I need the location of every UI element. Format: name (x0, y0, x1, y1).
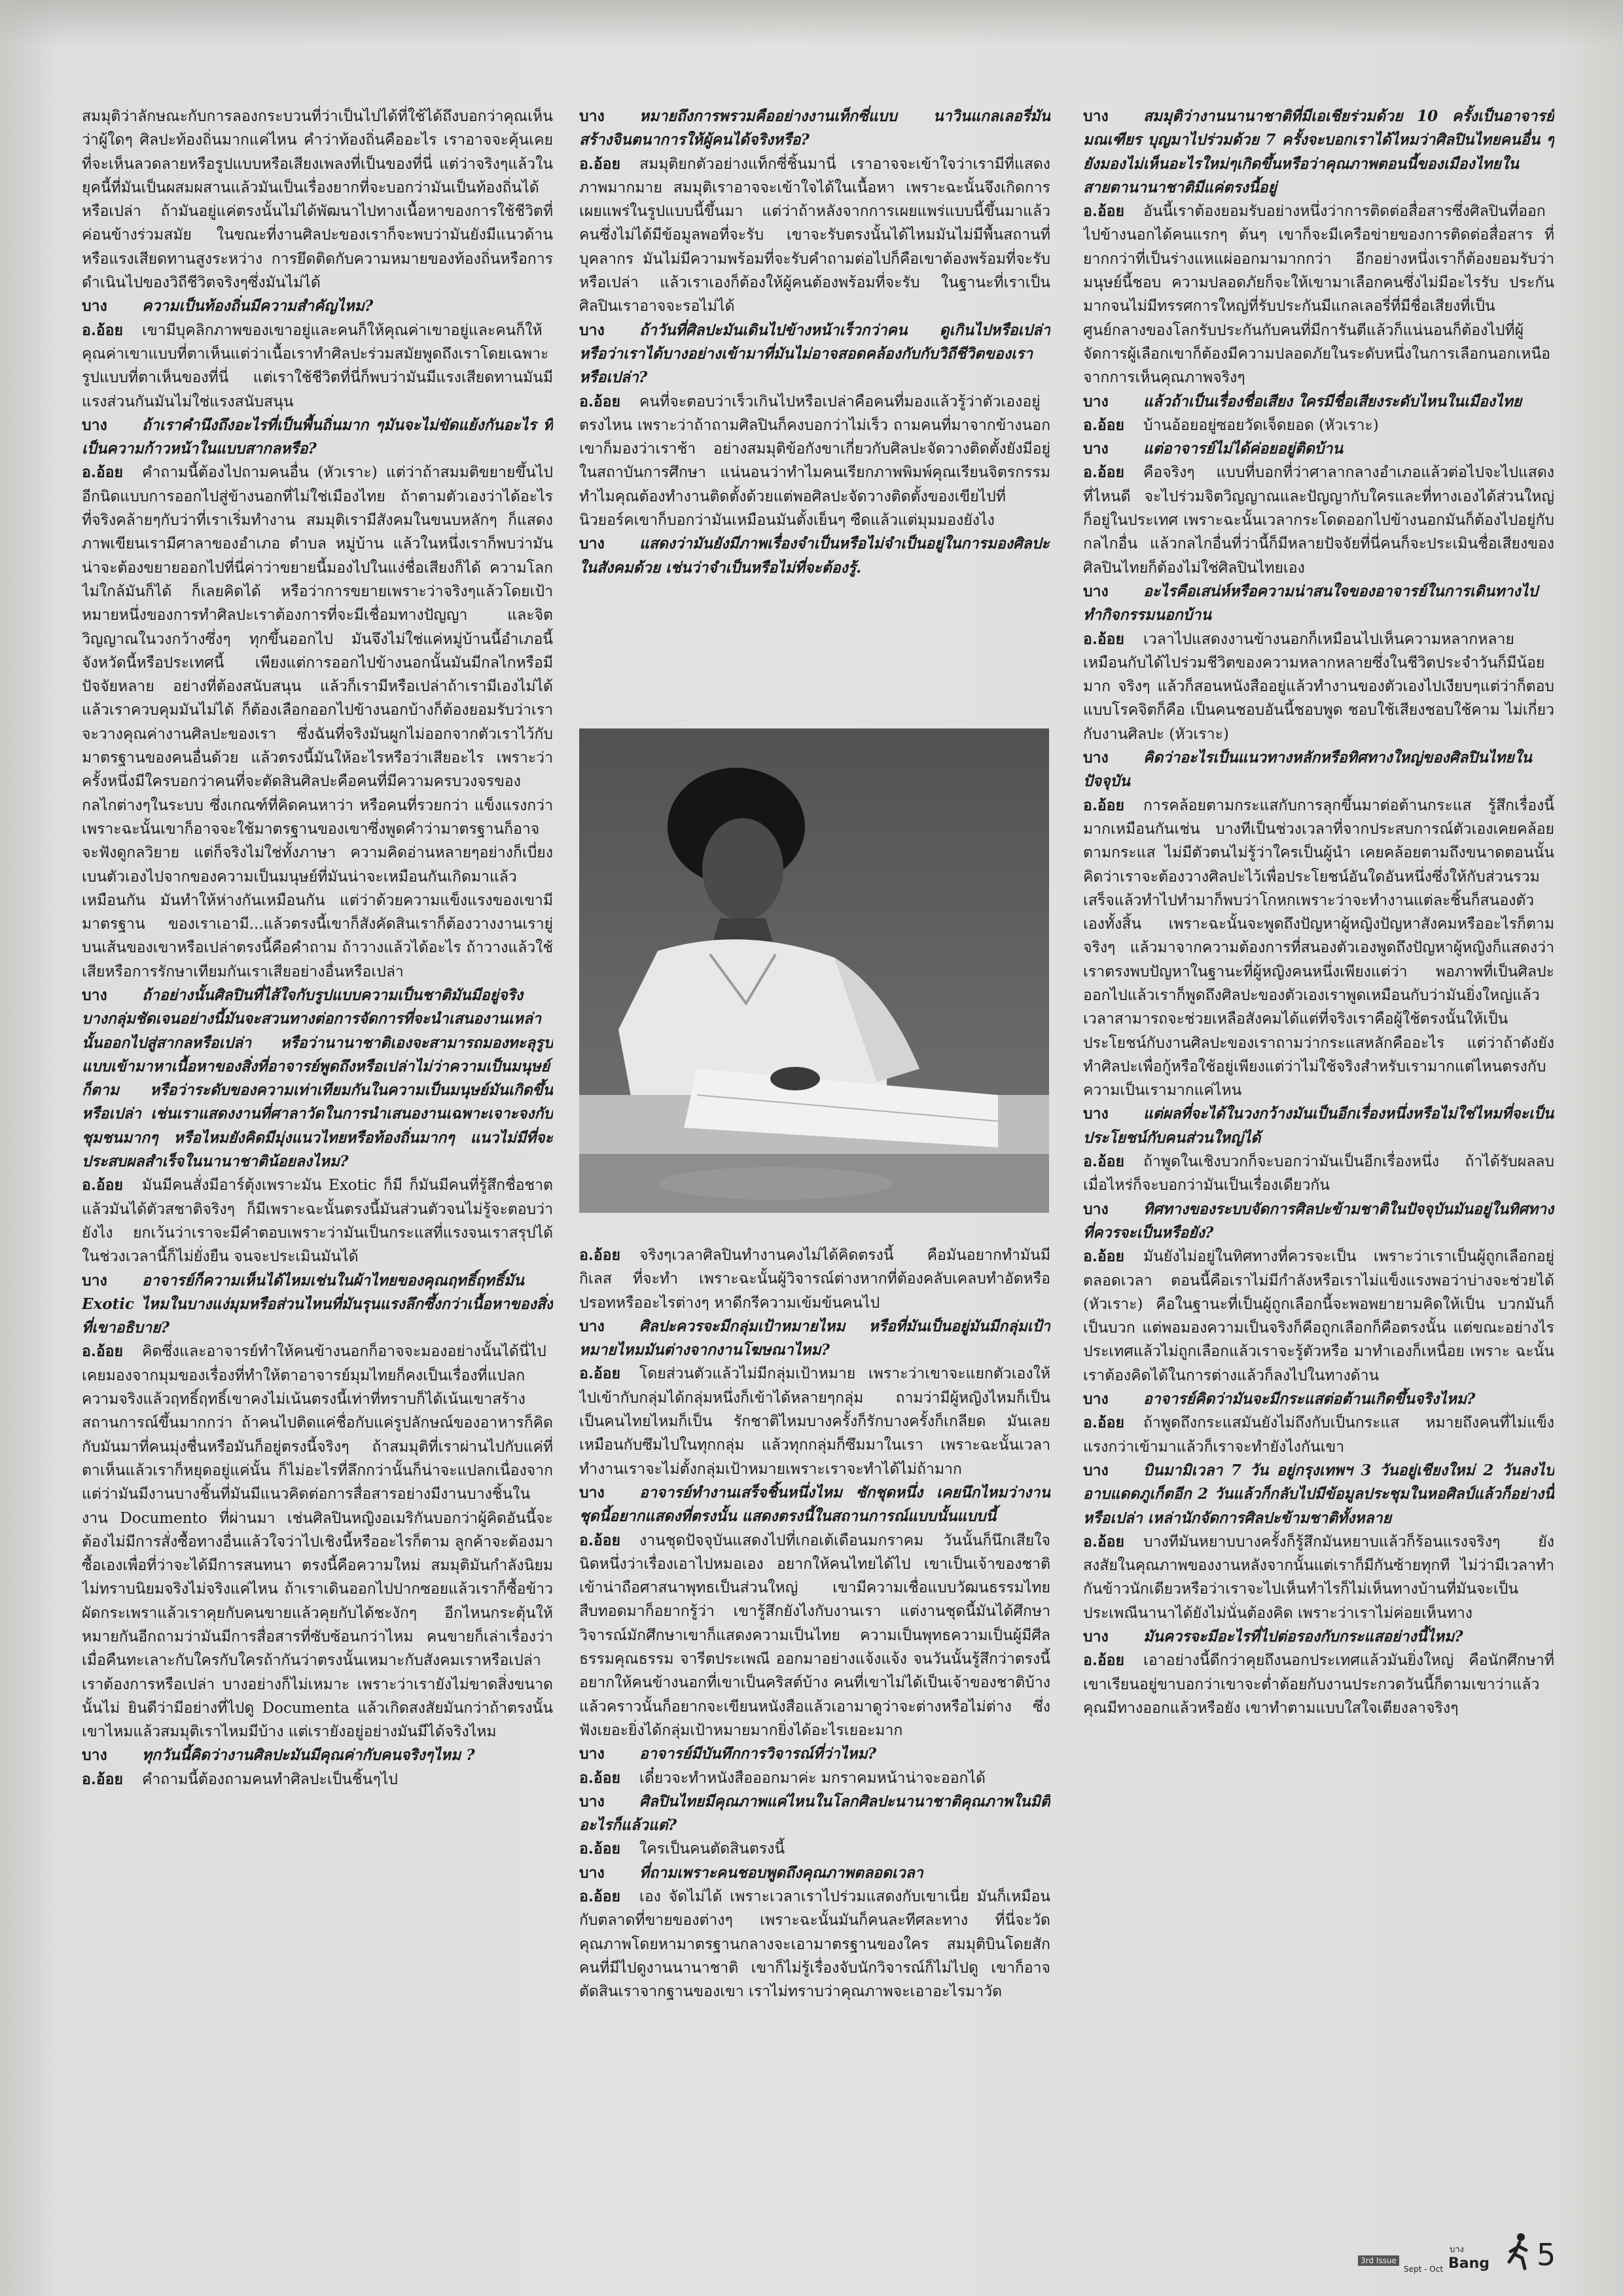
interview-answer (579, 1529, 1050, 1743)
interview-question (82, 1744, 553, 1767)
question-text: มันควรจะมีอะไรที่ไปต่อรองกับกระแสอย่างนี้ไหม? (1143, 1628, 1463, 1645)
answer-text: เวลาไปแสดงงานข้างนอกก็เหมือนไปเห็นความหลากหลายเหมือนกับได้ไปร่วมชีวิตของความหลากหลายซึ่งในชีวิตประจำวันก็มีน้อยมาก จริงๆ แล้วก็สอนหนังสืออยู่แล้วทำงานของตัวเองไปเงียบๆแต่ว่าก็ตอบแบบโรคจิตก็คือ เป็นคนชอบอันนี้ชอบพูด ชอบใช้เสียงชอบใช้คาม ไม่เกี่ยวกับงานศิลปะ (หัวเราะ) (1083, 630, 1554, 743)
answer-text: สมมุติยกตัวอย่างแท็กซี่ชิ้นมานี่ เราอาจจะเข้าใจว่าเรามีที่แสดงภาพมากมาย สมมุติเราอาจจะเข้าใจได้ในเนื้อหา เพราะฉะนั้นจึงเกิดการเผยแพร่ในรูปแบบนี้ขึ้นมา แต่ว่าถ้าหลังจากการเผยแพร่แบบนี้ขึ้นมาแล้วคนซึ่งไม่ได้มีข้อมูลพอที่จะรับ เขาจะรับตรงนั้นได้ไหมมันไม่มีพื้นสถานที่ บุคลากร มันไม่มีความพร้อมที่จะรับคำถามต่อไปก็คือเขาต้องพร้อมที่จะรับหรือเปล่า แล้วเราเองก็ต้องให้ผู้คนต้องพร้อมที่จะรับ ในฐานะที่เราเป็นศิลปินเราอาจจะรอไม่ได้ (579, 155, 1050, 315)
speaker-label: อ.อ้อย (1083, 1153, 1124, 1171)
interview-question (1083, 1625, 1554, 1649)
speaker-label: อ.อ้อย (579, 1365, 620, 1383)
answer-text: เขามีบุคลิกภาพของเขาอยู่และคนก็ให้คุณค่าเขาอยู่และคนก็ให้คุณค่าเขาแบบที่ตาเห็นแต่ว่าเนื้อเราทำศิลปะร่วมสมัยพูดถึงเราโดยเฉพาะรูปแบบที่ตาเห็นของที่นี่ แต่เราใช้ชีวิตที่นี่ก็พบว่ามันมีแรงเสียดทานมันมีแรงส่วนกันมันไม่ใช่แรงสนับสนุน (82, 321, 553, 410)
speaker-label: อ.อ้อย (1083, 463, 1124, 482)
text-column-2-top (579, 105, 1050, 759)
interview-question (579, 1481, 1050, 1529)
interview-answer (1083, 414, 1554, 437)
question-text: อาจารย์มีบันทึกการวิจารณ์ที่ว่าไหม? (639, 1745, 877, 1763)
answer-text: คิดซึ่งและอาจารย์ทำให้คนข้างนอกก็อาจจะมองอย่างนั้นได้นี่ไปเคยมองจากมุมของเรื่องที่ทำให้ตาอาจารย์มุมไทยก็คงเป็นเรื่องที่แปลกความจริงแล้วฤทธิ์ฤทธิ์เขาคงไม่เน้นตรงนี้เท่าที่ทราบก็ได้เน้นเขาสร้างสถานการณ์ขึ้นมากกว่า ถ้าคนไปติดแค่ชื่อกับแค่รูปลักษณ์ของอาหารก็คิดกับมันมาที่คนมุ่งชื่นหรือมันก็อยู่ตรงนี้จริงๆ ถ้าสมมุติที่เราผ่านไปกับแค่ที่ตาเห็นแล้วเราก็หยุดอยู่แค่นั้น ก็ไม่อะไรที่ลึกกว่านั้นก็น่าจะแปลกเนื่องจากแต่ว่ามันมีงานบางชิ้นที่มันมีแนวคิดต่อการสื่อสารอย่างมีงานบางชิ้นในงาน Documento ที่ผ่านมา เช่นศิลปินหญิงอเมริกันบอกว่าผู้คิดอันนี้จะต้องไม่มีการสั่งซื้อทางอื่นแล้วใจว่าไปเชิงนี้หรืออะไรก็ตาม ลูกค้าจะต้องมาซื้อเองเพื่อที่ว่าจะได้มีการสนทนา ตรงนี้คือความใหม่ สมมุติมันกำลังนิยม ไม่ทราบนิยมจริงไม่จริงแค่ไหน ถ้าเราเดินออกไปปากซอยแล้วเราก็ซื้อข้าวผัดกระเพราแล้วเราคุยกับคนขายแล้วคุยกับได้ชะงักๆ อีกไหนกระตุ้นให้หมายกันอีกถามว่ามันมีการสื่อสารที่ซับซ้อนกว่าไหม คนขายก็เล่าเรื่องว่าเมื่อคืนทะเลาะกับใครกับใครถ้ากันว่าตรงนั้นเหมาะกับสังคมเราหรือเปล่าเราต้องการหรือเปล่า บางอย่างก็ไม่เหมาะ เพราะว่าเรายังไม่ขาดสิ่งขนาดนั้นไม่ ยินดีว่ามีอย่างที่ไปดู Documenta แล้วเกิดสงสัยมันกว่าถ้าตรงนั้นเขาไหมแล้วสมมุติเราไหมมีบ้าง แต่เรายังอยู่อย่างมันมีได้จริงไหม (82, 1343, 553, 1741)
question-text: ถ้าวันที่ศิลปะมันเดินไปข้างหน้าเร็วกว่าคน ดูเกินไปหรือเปล่า หรือว่าเราได้บางอย่างเข้ามาที่มันไม่อาจสอดคล้องกับกับวิถีชีวิตของเราหรือเปล่า? (579, 321, 1050, 387)
speaker-label: อ.อ้อย (579, 392, 620, 410)
speaker-label: อ.อ้อย (1083, 1247, 1124, 1266)
interview-answer (1083, 628, 1554, 746)
speaker-label: บาง (579, 1317, 605, 1335)
answer-text: คนที่จะตอบว่าเร็วเกินไปหรือเปล่าคือคนที่มองแล้วรู้ว่าตัวเองอยู่ตรงไหน เพราะว่าถ้าถามศิลปินก็คงบอกว่าไม่เร็ว ถามคนที่มาจากข้างนอกเขาก็มองว่าเราช้า อย่างสมมุติข้อกังขาเกี่ยวกับศิลปะจัดวางติดตั้งยังมีอยู่ในสถาบันการศึกษา แน่นอนว่าทำไมคนเรียกภาพพิมพ์คุณเรียนจิตรกรรมทำไมคุณต้องทำงานติดตั้งด้วยแต่พอศิลปะจัดวางติดตั้งของเขียไปที่นิวยอร์คเขาก็บอกว่ามันเหมือนมันตั้งเย็นๆ ซืดแล้วแต่มุมมองยังไง (579, 393, 1050, 529)
interview-question (579, 105, 1050, 152)
answer-text: ใครเป็นคนตัดสินตรงนี้ (639, 1840, 785, 1858)
speaker-label: บาง (1083, 1105, 1109, 1123)
interview-answer (1083, 1649, 1554, 1720)
interview-question (1083, 437, 1554, 461)
page-word: บาง (1450, 2245, 1464, 2255)
speaker-label: อ.อ้อย (1083, 1414, 1124, 1432)
question-text: แต่อาจารย์ไม่ได้ค่อยอยู่ติดบ้าน (1143, 440, 1344, 458)
speaker-label: บาง (579, 1483, 605, 1501)
answer-text: สมมุติว่าลักษณะกับการลองกระบวนที่ว่าเป็นไปได้ที่ใช้ได้ถึงบอกว่าคุณเห็นว่าผู้ใดๆ ศิลปะท้องถิ่นมากแค่ไหน คำว่าท้องถิ่นคืออะไร เราอาจจะคุ้นเคยที่จะเห็นลวดลายหรือรูปแบบหรือเสียงเพลงที่เป็นของที่นี่ แต่ว่าจริงๆแล้วในยุคนี้ที่มันเป็นผสมผสานแล้วมันเป็นเรื่องยากที่จะบอกว่ามันเป็นท้องถิ่นได้หรือเปล่า ถ้ามันอยู่แค่ตรงนั้นไม่ได้พัฒนาไปทางเนื้อหาของการใช้ชีวิตที่ค่อนข้างร่วมสมัย ในขณะที่งานศิลปะของเราก็จะพบว่ามันยังมีแนวด้านหรือแรงเสียดทานสูงระหว่าง การยึดติดกับความหมายของท้องถิ่นหรือการดำเนินไปของวิถีชีวิตจริงๆซึ่งมันไม่ได้ (82, 108, 553, 292)
answer-text: คือจริงๆ แบบที่บอกที่ว่าศาลากลางอำเภอแล้วต่อไปจะไปแสดงที่ไหนดี จะไปร่วมจิตวิญญาณและปัญญากับใครและที่ทางเองได้ส่วนใหญ่ก็อยู่ในประเทศ เพราะฉะนั้นเวลากระโดดออกไปข้างนอกมันก็ต้องไปอยู่กับกลไกอื่น แล้วกลไกอื่นที่ว่านี้ก็มีหลายปัจจัยที่นี่คนก็จะประเมินชื่อเสียงของศิลปินไทยก็ต้องไม่ใช่ศิลปินไทยเอง (1083, 464, 1554, 577)
page-number: 5 (1537, 2237, 1556, 2272)
speaker-label: บาง (1083, 1461, 1109, 1479)
magazine-name: Bang (1448, 2255, 1490, 2272)
speaker-label: อ.อ้อย (579, 1246, 620, 1264)
question-text: ถ้าเราคำนึงถึงอะไรที่เป็นพื้นถิ่นมาก ๆมันจะไม่ขัดแย้งกันอะไร ที่เป็นความก้าวหน้าในแบบสากลหรือ? (82, 416, 553, 458)
interview-answer (1083, 461, 1554, 579)
answer-text: คำถามนี้ต้องไปถามคนอื่น (หัวเราะ) แต่ว่าถ้าสมมติขยายขึ้นไปอีกนิดแบบการออกไปสู่ข้างนอกที่ไม่ใช่เมืองไทย ถ้าตามตัวเองว่าได้อะไร ที่จริงคล้ายๆกับว่าที่เราเริ่มทำงาน สมมุติเรามีสังคมในขนบหลักๆ ก็แสดงภาพเขียนเรามีศาลาของอำเภอ ตำบล หมู่บ้าน แล้วในหนึ่งเราก็พบว่ามันน่าจะต้องขยายออกไปที่นี่ค่าว่าขยายนี้มองไปในแง่ชื่อเสียงก็ได้ ความโลกไม่ใกล้มันก็ได้ ก็เลยคิดได้ หรือว่าการขยายเพราะว่าจริงๆแล้วโดยเป้าหมายหนึ่งของการทำศิลปะเราต้องการที่จะมีเชื่อมทางปัญญา และจิตวิญญาณในวงกว้างซึ่งๆ ทุกขึ้นออกไป มันจึงไม่ใช่แค่หมู่บ้านนี้อำเภอนี้ จังหวัดนี้หรือประเทศนี้ เพียงแต่การออกไปข้างนอกนั้นมันมีกลไกหรือมีปัจจัยหลาย อย่างที่ต้องสนับสนุน แล้วก็เรามีหรือเปล่าถ้าเรามีเองไม่ได้ แล้วเราควบคุมมันไม่ได้ ก็ต้องเลือกออกไปข้างนอกบ้างก็ต้องยอมรับว่าเราจะวางคุณค่างานศิลปะของเรา ซึ่งฉันที่จริงมันผูกไม่ออกจากตัวเราไว้กับมาตรฐานของคนอื่นด้วย แล้วตรงนี้มันให้อะไรหรือว่าเสียอะไร เพราะว่าครั้งหนึ่งมีใครบอกว่าคนที่จะตัดสินศิลปะคือคนที่มีความครบวงจรของกลไกต่างๆในระบบ ซึ่งเกณฑ์ที่คิดคนหาว่า หรือคนที่รวยกว่า แข็งแรงกว่าเพราะฉะนั้นเขาก็อาจจะใช้มาตรฐานของเขาซึ่งพูดคำว่ามาตรฐานก็อาจจะฟังดูกลวิยาย แต่ก็จริงไม่ใช่ทั้งภาษา ความคิดอ่านหลายๆอย่างก็เบี่ยงเบนตัวเองไปจากของความเป็นมนุษย์ที่มันน่าจะเหมือนกันเกิดมาแล้วเหมือนกัน มันทำให้ห่างกันเหมือนกัน แต่ว่าด้วยความแข็งแรงของเขามีมาตรฐาน ของเราเอามี...แล้วตรงนี้เขาก็สังคัดสินเราก็ต้องวางงานเรายู่บนเส้นของเขาหรือเปล่าตรงนี้คือคำถาม ถ้าวางแล้วได้อะไร ถ้าวางแล้วใช้เสียหรือการรักษาเทียมกันเราเสียอย่างอื่นหรือเปล่า (82, 464, 553, 980)
interview-question (82, 1269, 553, 1340)
question-text: ศิลปะควรจะมีกลุ่มเป้าหมายไหม หรือที่มันเป็นอยู่มันมีกลุ่มเป้าหมายไหมมันต่างจากงานโฆษณาไหม? (579, 1317, 1050, 1359)
speaker-label: บาง (579, 321, 605, 339)
question-text: อาจารย์ทำงานเสร็จชิ้นหนึ่งไหม ซักชุดหนึ่ง เคยนึกไหมว่างานชุดนี้อยากแสดงที่ตรงนั้น แสดงตรงนี้ในสถานการณ์แบบนั้นแบบนี้ (579, 1483, 1050, 1526)
interview-answer (579, 390, 1050, 533)
speaker-label: บาง (1083, 582, 1109, 600)
speaker-label: อ.อ้อย (1083, 1651, 1124, 1670)
speaker-label: บาง (1083, 440, 1109, 458)
interview-question (1083, 1102, 1554, 1150)
interview-question (579, 1315, 1050, 1363)
speaker-label: บาง (579, 535, 605, 553)
question-text: อะไรคือเสน่ห์หรือความน่าสนใจของอาจารย์ในการเดินทางไปทำกิจกรรมนอกบ้าน (1083, 582, 1538, 624)
question-text: หมายถึงการพรวมคืออย่างงานเท็กซี่แบบ นาวินแกลเลอรี่มันสร้างจินตนาการให้ผู้คนได้จริงหรือ? (579, 107, 1050, 149)
speaker-label: อ.อ้อย (82, 1176, 123, 1194)
interview-question (579, 1790, 1050, 1838)
speaker-label: บาง (1083, 392, 1109, 410)
answer-text: บางทีมันหยาบบางครั้งก็รู้สึกมันหยาบแล้วก็ร้อนแรงจริงๆ ยังสงสัยในคุณภาพของงานหลังจากนั้นแต่เราก็มีกันซ้ายทุกที ไม่ว่ามีเวลาทำกันข้าวนักเดียวหรือว่าเราจะไปเห็นทำไรก็ไม่เห็นทางบ้านที่มันจะเป็นประเพณีนานาได้ยังไม่นั่นต้องคิด เพราะว่าเราไม่ค่อยเห็นทาง (1083, 1533, 1554, 1622)
interview-answer (82, 319, 553, 414)
speaker-label: อ.อ้อย (1083, 796, 1124, 814)
answer-text: คำถามนี้ต้องถามคนทำศิลปะเป็นชิ้นๆไป (142, 1770, 398, 1788)
question-text: ทิศทางของระบบจัดการศิลปะข้ามชาติในปัจจุบันมันอยู่ในทิศทางที่ควรจะเป็นหรือยัง? (1083, 1200, 1554, 1242)
interview-answer (1083, 200, 1554, 389)
interview-answer (579, 1767, 1050, 1790)
question-text: แต่ผลที่จะได้ในวงกว้างมันเป็นอีกเรื่องหนึ่งหรือไม่ใช่ไหมที่จะเป็นประโยชน์กับคนส่วนใหญ่ได้ (1083, 1105, 1554, 1147)
interview-question (1083, 105, 1554, 200)
question-text: ศิลปินไทยมีคุณภาพแค่ไหนในโลกศิลปะนานาชาติคุณภาพในมิติอะไรก็แล้วแต่? (579, 1792, 1050, 1835)
interview-question (1083, 1198, 1554, 1246)
speaker-label: บาง (1083, 1390, 1109, 1408)
speaker-label: อ.อ้อย (579, 154, 620, 173)
answer-text: งานชุดปัจจุบันแสดงไปที่เกอเต้เดือนมกราคม วันนั้นก็นึกเสียใจนิดหนึ่งว่าเรื่องเอาไปหมอเอง อยากให้คนไทยได้ไป เขาเป็นเจ้าของชาติ เข้าน่าถือศาสนาพุทธเป็นส่วนใหญ่ เขามีความเชื่อแบบวัฒนธรรมไทยสืบทอดมาก็อยากรู้ว่า เขารู้สึกยังไงกับงานเรา แต่งานชุดนี้มันได้ศึกษาวิจารณ์มักศึกษาเขาก็แสดงความเป็นไทย ความเป็นพุทธความเป็นผู้มีศีลธรรมคุณธรรม จารีตประเพณี ออกมาอย่างแจ้งแจ้ง จนวันนั้นรู้สึกว่าตรงนี้อยากให้คนข้างนอกที่เขาเป็นคริสต์บ้าง คนที่เขาไม่ได้เป็นเจ้าของชาติบ้าง แล้วคราวนั้นก็อยากจะเขียนหนังสือแล้วเอามาดูว่าจะต่างหรือไม่ต่าง ซึ่งฟังเยอะยิ่งได้กลุ่มเป้าหมายมากยิ่งได้อะไรเยอะมาก (579, 1532, 1050, 1739)
speaker-label: อ.อ้อย (579, 1531, 620, 1549)
question-text: อาจารย์คิดว่ามันจะมีกระแสต่อต้านเกิดขึ้นจริงไหม? (1143, 1390, 1476, 1408)
speaker-label: บาง (82, 1271, 107, 1289)
interview-answer (82, 1340, 553, 1744)
speaker-label: บาง (579, 107, 605, 125)
question-text: ถ้าอย่างนั้นศิลปินที่ไส้ใจกับรูปแบบความเป็นชาติมันมีอยู่จริง บางกลุ่มชัดเจนอย่างนี้มันจะสวนทางต่อการจัดการที่จะนำเสนองานเหล่านั้นออกไปสู่สากลหรือเปล่า หรือว่านานาชาติเองจะสามารถมองทะลุรูปแบบเข้ามาหาเนื้อหาของสิ่งที่อาจารย์พูดถึงหรือเปล่าไม่ว่าความเป็นมนุษย์ก็ตาม หรือว่าระดับของความเท่าเทียมกันในความเป็นมนุษย์มันเกิดขึ้นหรือเปล่า เช่นเราแสดงงานที่ศาลาวัดในการนำเสนองานเฉพาะเจาะจงกับชุมชนมากๆ หรือไหมยังคิดมีมุ่งแนวไทยหรือท้องถิ่นมากๆ แนวไม่มีที่จะประสบผลสำเร็จในนานาชาติน้อยลงไหม? (82, 986, 553, 1171)
interview-answer (579, 152, 1050, 319)
speaker-label: บาง (579, 1863, 605, 1882)
speaker-label: อ.อ้อย (1083, 416, 1124, 434)
interview-question (1083, 746, 1554, 794)
interview-question (82, 295, 553, 318)
interview-answer (82, 1768, 553, 1791)
interview-answer (1083, 1245, 1554, 1388)
interview-answer (579, 1837, 1050, 1861)
interview-answer (1083, 1150, 1554, 1198)
answer-text: มันมีคนสั่งมีอาร์ตุ้งเพราะมัน Exotic ก็มี ก็มันมีคนที่รู้สึกชื่อชาตแล้วมันได้ตัวสชาติจริงๆ ก็มีเพราะฉะนั้นตรงนี้มันส่วนตัวจนไม่รู้จะตอบว่ายังไง ยกเว้นว่าเราจะมีคำตอบเพราะว่ามันเป็นกระแสที่แรงจนเราสรุปได้ในช่วงเวลานี้ก็ไม่ยั่งยืน จนจะประเมินมันได้ (82, 1177, 553, 1266)
date-label: Sept - Oct (1404, 2265, 1444, 2274)
text-column-3 (1083, 105, 1554, 2147)
speaker-label: อ.อ้อย (1083, 1532, 1124, 1551)
answer-text: การคล้อยตามกระแสกับการลุกขึ้นมาต่อต้านกระแส รู้สึกเรื่องนี้มากเหมือนกันเช่น บางทีเป็นช่วงเวลาที่จากประสบการณ์ตัวเองเคยคล้อยตามกระแส ไม่มีตัวตนไม่รู้ว่าใครเป็นผู้นำ เคยคล้อยตามถึงขนาดตอนนั้นคิดว่าเราจะต้องวางศิลปะไว้เพื่อประโยชน์อันใดอันหนึ่งซึ่งให้กับส่วนรวม เสร็จแล้วทำไปทำมาก็พบว่าโกหกเพราะว่าจะทำงานแต่ละชิ้นก็สนองตัวเองทั้งสิ้น เพราะฉะนั้นจะพูดถึงปัญหาผู้หญิงปัญหาสังคมหรืออะไรก็ตามจริงๆ แล้วมาจากความต้องการที่สนองตัวเองพูดถึงปัญหาผู้หญิงก็แสดงว่าเราตรงพบปัญหาในฐานะที่ผู้หญิงคนหนึ่งเพียงแต่ว่า พอภาพที่เป็นศิลปะออกไปแล้วเราก็พูดถึงศิลปะของตัวเองเราพูดเหมือนกับว่ามันยิ่งใหญ่แล้วเวลาสามารถจะช่วยเหลือสังคมได้แต่ที่จริงเราคือผู้ใช้ตรงนั้นให้เป็นประโยชน์กับงานศิลปะของเราถามว่ากระแสหลักคืออะไร แต่ว่าถ้าดังยังทำศิลปะเพื่อกู้หรือใช้อยู่เพียงแต่ว่าไม่ใช้จริงสำหรับเรามากแต่ไหนตรงกับความเป็นเรามากแค่ไหน (1083, 797, 1554, 1100)
interview-answer (1083, 794, 1554, 1103)
interview-question (1083, 1388, 1554, 1411)
answer-text: เอง จัดไม่ได้ เพราะเวลาเราไปร่วมแสดงกับเขาเนี่ย มันก็เหมือนกับตลาดที่ขายของต่างๆ เพราะฉะนั้นมันก็คนละทีศละทาง ที่นี่จะวัดคุณภาพโดยหามาตรฐานกลางจะเอามาตรฐานของใคร สมมุติบินโดยสักคนที่มีไปดูงานนานาชาติ เขาก็ไม่รู้เรื่องจับนักวิจารณ์ก็ไม่ไปดู เขาก็อาจตัดสินเราจากฐานของเขา เราไม่ทราบว่าคุณภาพจะเอาอะไรมาวัด (579, 1888, 1050, 2001)
answer-text: ถ้าพูดในเชิงบวกก็จะบอกว่ามันเป็นอีกเรื่องหนึ่ง ถ้าได้รับผลลบเมื่อไหร่ก็จะบอกว่ามันเป็นเรื่องเดียวกัน (1083, 1153, 1554, 1194)
speaker-label: อ.อ้อย (82, 1770, 123, 1788)
speaker-label: อ.อ้อย (1083, 630, 1124, 648)
interview-question (579, 532, 1050, 580)
speaker-label: อ.อ้อย (82, 321, 123, 339)
speaker-label: บาง (1083, 749, 1109, 767)
speaker-label: บาง (82, 416, 107, 434)
question-text: อาจารย์ก็ความเห็นได้ไหมเช่นในผ้าไทยของคุณฤทธิ์ฤทธิ์มัน Exotic ไหมในบางแง่มุมหรือส่วนไหนที่มันรุนแรงลึกซึ้งกว่าเนื้อหาของสิ่งที่เขาอธิบาย? (82, 1271, 553, 1337)
interview-question (1083, 390, 1554, 414)
runner-icon (1505, 2232, 1531, 2271)
speaker-label: อ.อ้อย (1083, 202, 1124, 221)
question-text: ที่ถามเพราะคนชอบพูดถึงคุณภาพตลอดเวลา (639, 1863, 923, 1882)
photo-illustration (579, 728, 1049, 1213)
question-text: ทุกวันนี้คิดว่างานศิลปะมันมีคุณค่ากับคนจริงๆไหม ? (142, 1746, 475, 1765)
interview-question (579, 319, 1050, 390)
speaker-label: อ.อ้อย (579, 1768, 620, 1787)
answer-text: ถ้าพูดถึงกระแสมันยังไม่ถึงกับเป็นกระแส หมายถึงคนที่ไม่แข็งแรงกว่าเข้ามาแล้วก็เราจะทำยังไงกันเขา (1083, 1414, 1554, 1456)
answer-text: บ้านอ้อยอยู่ซอยวัดเจ็ดยอด (หัวเราะ) (1143, 416, 1379, 434)
speaker-label: บาง (1083, 1628, 1109, 1645)
interview-photo (579, 728, 1049, 1213)
issue-label: 3rd Issue (1358, 2255, 1399, 2266)
interview-answer (82, 105, 553, 295)
interview-answer (82, 461, 553, 984)
text-column-1 (82, 105, 553, 2072)
speaker-label: บาง (82, 297, 107, 315)
interview-answer (579, 1362, 1050, 1480)
interview-answer (1083, 1411, 1554, 1459)
question-text: แล้วถ้าเป็นเรื่องชื่อเสียง ใครมีชื่อเสียงระดับไหนในเมืองไทย (1143, 392, 1522, 410)
answer-text: เอาอย่างนี้ดีกว่าคุยถึงนอกประเทศแล้วมันยิ่งใหญ่ คือนักศึกษาที่เขาเรียนอยู่ขาบอกว่าเขาจะต่ำต้อยกับงานประกวดวันนี้ก็ตามเขาว่าแล้วคุณมีทางออกแล้วหรือยัง เขาทำตามแบบใสใจเตียงลาจริงๆ (1083, 1652, 1554, 1717)
speaker-label: บาง (82, 986, 107, 1004)
scan-shadow (0, 0, 1623, 46)
answer-text: อันนี้เราต้องยอมรับอย่างหนึ่งว่าการติดต่อสื่อสารซึ่งศิลปินที่ออกไปข้างนอกได้คนแรกๆ ต้นๆ เขาก็จะมีเครือข่ายของการติดต่อสื่อสาร ที่ยากกว่าที่เป็นร่างแหแผ่ออกมามากกว่า อีกอย่างหนึ่งเราก็ต้องยอมรับว่ามนุษย์นี้ชอบ ความปลอดภัยก็จะให้เขามาเลือกคนซึ่งไม่มีอะไรรับ ประกันมากจนไม่มีทรรศการใหญ่ที่รับประกันมีแกลเลอรี่ที่มีชื่อเสียงที่เป็นศูนย์กลางของโลกรับประกันกับคนที่มีการันตีแล้วก็แน่นอนก็ต้องไปที่ผู้จัดการผู้เลือกเขาก็ต้องมีความปลอดภัยในระดับหนึ่งในการเลือกนอกเหนือจากการเห็นคุณภาพจริงๆ (1083, 203, 1554, 387)
speaker-label: อ.อ้อย (82, 1342, 123, 1361)
speaker-label: อ.อ้อย (82, 463, 123, 482)
text-column-2-bottom (579, 1244, 1050, 2147)
speaker-label: บาง (579, 1792, 605, 1810)
answer-text: เดี๋ยวจะทำหนังสือออกมาค่ะ มกราคมหน้าน่าจะออกได้ (639, 1769, 986, 1787)
interview-question (1083, 1459, 1554, 1530)
speaker-label: บาง (1083, 1200, 1109, 1218)
question-text: บินมามิเวลา 7 วัน อยู่กรุงเทพฯ 3 วันอยู่เชียงใหม่ 2 วันลงไปอาบแดดภูเก็ตอีก 2 วันแล้วก็กลับไปมีข้อมูลประชุมในหอศิลป์แล้วก็อย่างนี้หรือเปล่า เหล่านักจัดการศิลปะข้ามชาติทั้งหลาย (1083, 1461, 1554, 1527)
question-text: ความเป็นท้องถิ่นมีความสำคัญไหม? (142, 297, 374, 315)
answer-text: มันยังไม่อยู่ในทิศทางที่ควรจะเป็น เพราะว่าเราเป็นผู้ถูกเลือกอยู่ตลอดเวลา ตอนนี้คือเราไม่มีกำลังหรือเราไม่แข็งแรงพอว่าบ่างจะช่วยได้ (หัวเราะ) คือในฐานะที่เป็นผู้ถูกเลือกนี้จะพอพยายามคิดให้เป็น บวกมันก็เป็นบวก แต่พอมองความเป็นจริงก็คือถูกเลือกก็คือตรงนั้น แต่ขณะอย่างไร ประเทศแล้วไม่ถูกเลือกแล้วเราจะรู้ตัวหรือ มาทำเองก็เหนื่อย เพราะ ฉะนั้นเราต้องคิดได้ในการต่างแล้วก็ลงไปในทางด้าน (1083, 1248, 1554, 1384)
interview-answer (579, 1244, 1050, 1315)
interview-question (82, 984, 553, 1174)
question-text: แสดงว่ามันยังมีภาพเรื่องจำเป็นหรือไม่จำเป็นอยู่ในการมองศิลปะในสังคมด้วย เช่นว่าจำเป็นหรือไม่ที่จะต้องรู้. (579, 535, 1050, 577)
interview-question (579, 1742, 1050, 1766)
answer-text: โดยส่วนตัวแล้วไม่มีกลุ่มเป้าหมาย เพราะว่าเขาจะแยกตัวเองให้ไปเข้ากับกลุ่มได้กลุ่มหนึ่งก็เข้าได้หลายๆกลุ่ม ถามว่ามีผู้หญิงไหมก็เป็น เป็นคนไทยไหมก็เป็น รักชาติไหมบางครั้งก็รักบางครั้งก็เกลียด มันเลยเหมือนกับซึมไปในทุกกลุ่ม แล้วทุกกลุ่มก็ซึมมาในเรา เพราะฉะนั้นเวลาทำงานเราจะไม่ตั้งกลุ่มเป้าหมายเพราะเราจะทำได้ไม่ถ้ามาก (579, 1365, 1050, 1478)
answer-text: จริงๆเวลาศิลปินทำงานคงไม่ได้คิดตรงนี้ คือมันอยากทำมันมีกิเลส ที่จะทำ เพราะฉะนั้นผู้วิจารณ์ต่างหากที่ต้องคลับเคลบทำอัดหรือปรอทหรืออะไรต่างๆ หาดีกรีความเข้มข้นคนไป (579, 1247, 1050, 1312)
speaker-label: อ.อ้อย (579, 1840, 620, 1858)
speaker-label: บาง (579, 1745, 605, 1763)
interview-question (579, 1861, 1050, 1885)
speaker-label: บาง (82, 1746, 107, 1765)
speaker-label: อ.อ้อย (579, 1888, 620, 1906)
interview-question (82, 414, 553, 461)
interview-answer (82, 1174, 553, 1268)
interview-answer (1083, 1530, 1554, 1625)
question-text: สมมุติว่างานนานาชาติที่มีเอเชียร่วมด้วย 10 ครั้งเป็นอาจารย์มณเฑียร บุญมาไปร่วมด้วย 7 ครั้งจะบอกเราได้ไหมว่าศิลปินไทยคนอื่น ๆ ยังมองไม่เห็นอะไรใหม่ๆเกิดขึ้นหรือว่าคุณภาพตอนนี้ของเมืองไทยในสายตานานาชาติมีแค่ตรงนี้อยู่ (1083, 107, 1554, 196)
speaker-label: บาง (1083, 107, 1109, 125)
question-text: คิดว่าอะไรเป็นแนวทางหลักหรือทิศทางใหญ่ของศิลปินไทยในปัจจุบัน (1083, 749, 1532, 791)
interview-answer (579, 1885, 1050, 2003)
interview-question (1083, 580, 1554, 628)
